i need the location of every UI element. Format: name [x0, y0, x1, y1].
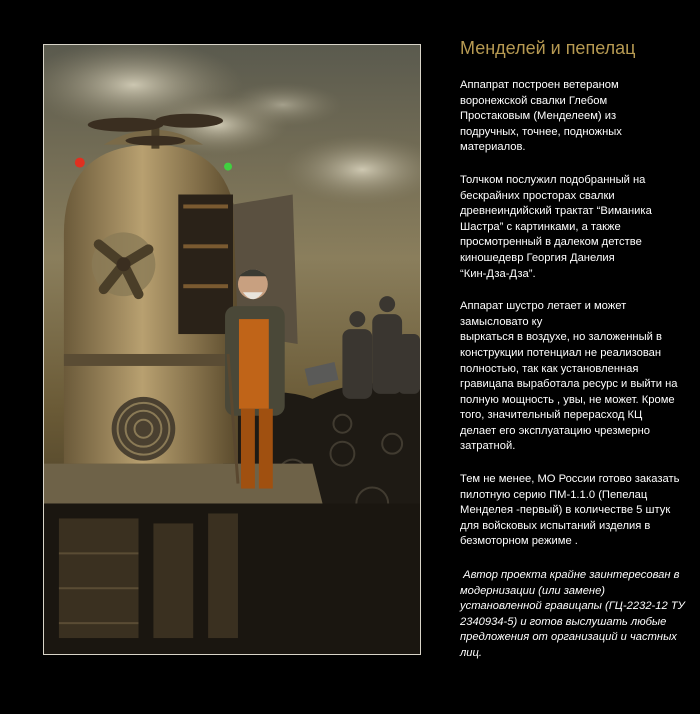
paragraph-line: киношедевр Георгия Данелия: [460, 251, 615, 264]
note-line: Автор проекта крайне заинтересован в: [460, 569, 680, 582]
paragraph-line: материалов.: [460, 141, 526, 154]
paragraph-1: [460, 78, 686, 156]
paragraph-line: подручных, точнее, подножных: [460, 125, 622, 138]
article-title: Менделей и пепелац: [460, 38, 636, 58]
paragraph-line: бескрайних просторах свалки: [460, 189, 615, 202]
paragraph-line: безмоторном режиме .: [460, 535, 578, 548]
paragraph-line: просмотренный в далеком детстве: [460, 236, 642, 249]
article: [460, 36, 686, 679]
paragraph-line: замысловато ку: [460, 315, 543, 328]
paragraph-line: для войсковых испытаний изделия в: [460, 519, 651, 532]
note-line: модернизации (или замене): [460, 584, 606, 597]
paragraph-line: выркаться в воздухе, но заложенный в: [460, 331, 662, 344]
paragraph-line: воронежской свалки Глебом: [460, 94, 608, 107]
paragraph-line: пилотную серию ПМ-1.1.0 (Пепелац: [460, 488, 648, 501]
paragraph-line: Простаковым (Менделеем) из: [460, 110, 617, 123]
paragraph-line: полную мощность , увы, не может. Кроме: [460, 393, 675, 406]
note-line: лиц.: [460, 647, 483, 659]
photo: [43, 44, 421, 655]
note-line: предложения от организаций и частных: [460, 631, 677, 644]
paragraph-3: [460, 299, 686, 455]
paragraph-4: [460, 472, 686, 550]
paragraph-line: Шастра” с картинками, а также: [460, 220, 621, 233]
author-note: [460, 568, 686, 662]
paragraph-line: затратной.: [460, 440, 516, 453]
paragraph-line: Менделея -первый) в количестве 5 штук: [460, 504, 671, 517]
paragraph-line: делает его эксплуатацию чрезмерно: [460, 424, 651, 437]
paragraph-line: конструкции потенциал не реализован: [460, 346, 662, 359]
paragraph-line: Толчком послужил подобранный на: [460, 173, 646, 186]
paragraph-line: того, значительный перерасход КЦ: [460, 409, 643, 422]
paragraph-line: гравицапа выработала ресурс и выйти на: [460, 378, 678, 391]
paragraph-line: Аппапрат построен ветераном: [460, 79, 619, 91]
paragraph-line: “Кин-Дза-Дза”.: [460, 267, 536, 280]
note-line: 2340934-5) и готов выслушать любые: [460, 615, 667, 628]
note-line: установленной гравицапы (ГЦ-2232-12 ТУ: [460, 600, 685, 613]
paragraph-line: Тем не менее, МО России готово заказать: [460, 473, 680, 486]
paragraph-line: полностью, так как установленная: [460, 362, 639, 375]
paragraph-line: древнеиндийский трактат “Виманика: [460, 205, 652, 218]
paragraph-line: Аппарат шустро летает и может: [460, 300, 627, 313]
photo-illustration: [44, 45, 420, 654]
paragraph-2: [460, 173, 686, 282]
